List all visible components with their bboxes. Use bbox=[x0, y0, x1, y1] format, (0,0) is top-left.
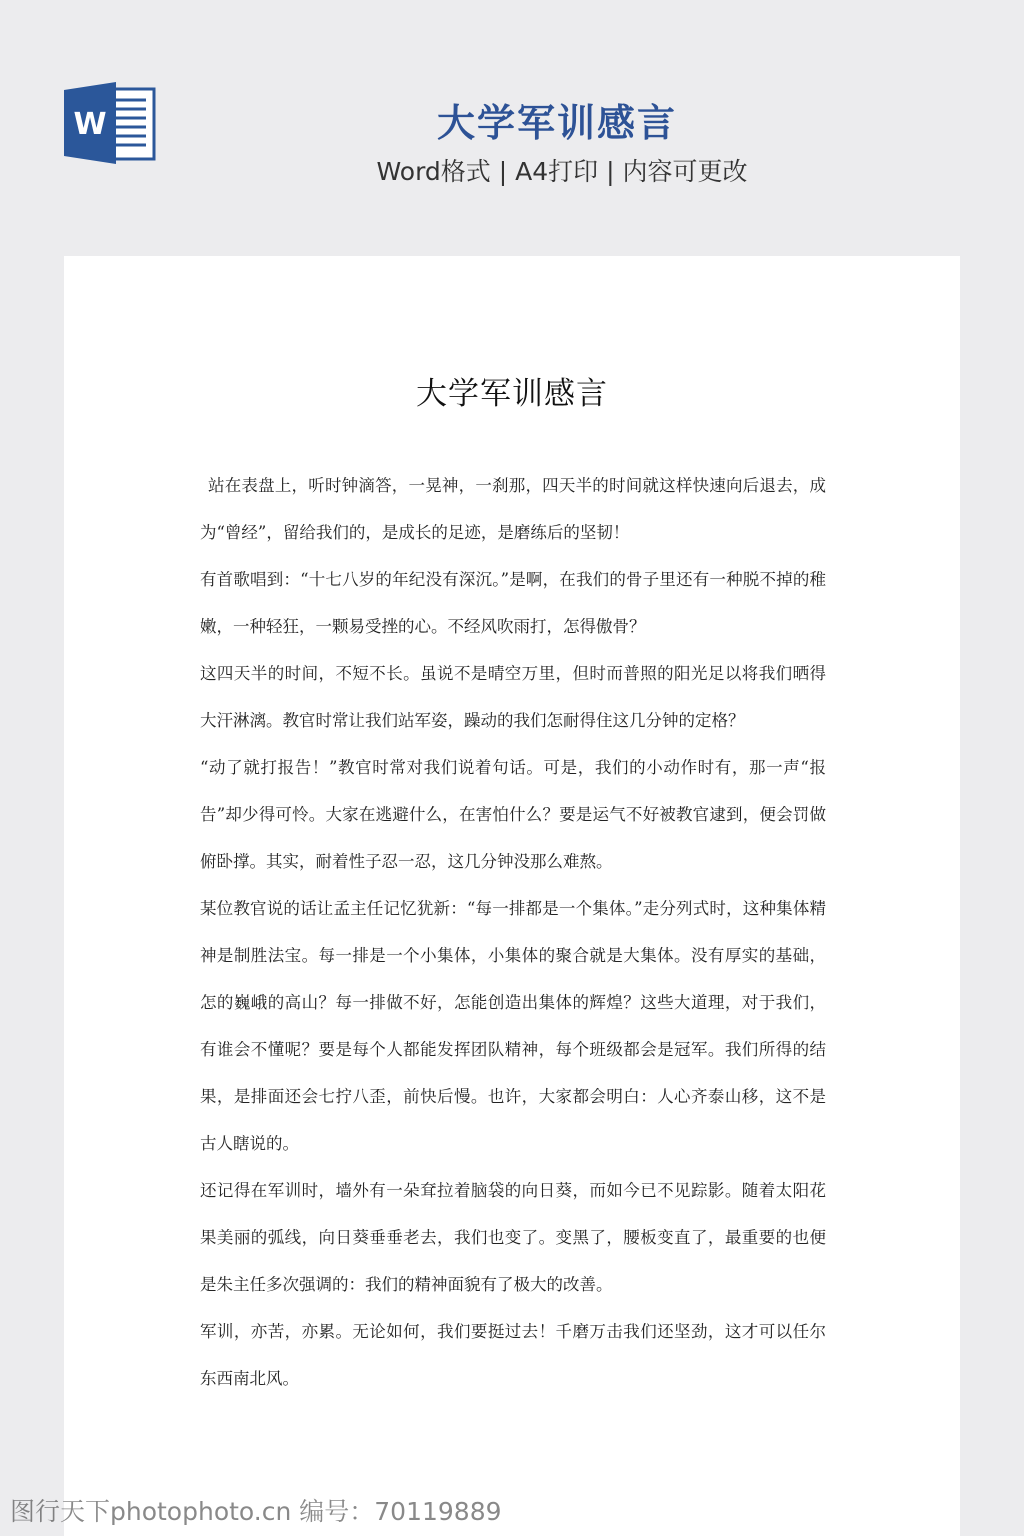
header-subtitle: Word格式 | A4打印 | 内容可更改 bbox=[376, 157, 748, 186]
paragraph-7: 军训，亦苦，亦累。无论如何，我们要挺过去！千磨万击我们还坚劲，这才可以任尔东西南北风。 bbox=[200, 1322, 826, 1388]
header-title: 大学军训感言 bbox=[436, 101, 677, 145]
paragraph-1: 站在表盘上，听时钟滴答，一晃神，一刹那，四天半的时间就这样快速向后退去，成为“曾经”，留给我们的，是成长的足迹，是磨练后的坚韧！ bbox=[200, 476, 826, 542]
paragraph-4: “动了就打报告！”教官时常对我们说着句话。可是，我们的小动作时有，那一声“报告”却少得可怜。大家在逃避什么，在害怕什么？要是运气不好被教官逮到，便会罚做俯卧撑。其实，耐着性子忍一忍，这几分钟没那么难熬。 bbox=[200, 758, 826, 871]
document-body bbox=[200, 462, 826, 1402]
logo-letter: W bbox=[73, 107, 107, 142]
paragraph-6: 还记得在军训时，墙外有一朵耷拉着脑袋的向日葵，而如今已不见踪影。随着太阳花果美丽的弧线，向日葵垂垂老去，我们也变了。变黑了，腰板变直了，最重要的也便是朱主任多次强调的：我们的精神面貌有了极大的改善。 bbox=[200, 1181, 826, 1294]
watermark-text: 图行天下photophoto.cn 编号：70119889 bbox=[10, 1497, 502, 1526]
document-title: 大学军训感言 bbox=[416, 376, 608, 412]
paragraph-3: 这四天半的时间，不短不长。虽说不是晴空万里，但时而普照的阳光足以将我们晒得大汗淋漓。教官时常让我们站军姿，躁动的我们怎耐得住这几分钟的定格？ bbox=[200, 664, 826, 730]
paragraph-5: 某位教官说的话让孟主任记忆犹新：“每一排都是一个集体。”走分列式时，这种集体精神是制胜法宝。每一排是一个小集体，小集体的聚合就是大集体。没有厚实的基础，怎的巍峨的高山？每一排做不好，怎能创造出集体的辉煌？这些大道理，对于我们，有谁会不懂呢？要是每个人都能发挥团队精神，每个班级都会是冠军。我们所得的结果，是排面还会七拧八歪，前快后慢。也许，大家都会明白：人心齐泰山移，这不是古人瞎说的。 bbox=[200, 899, 826, 1153]
document-page bbox=[64, 256, 960, 1536]
page-header bbox=[0, 0, 1024, 256]
paragraph-2: 有首歌唱到：“十七八岁的年纪没有深沉。”是啊，在我们的骨子里还有一种脱不掉的稚嫩，一种轻狂，一颗易受挫的心。不经风吹雨打，怎得傲骨？ bbox=[200, 570, 826, 636]
